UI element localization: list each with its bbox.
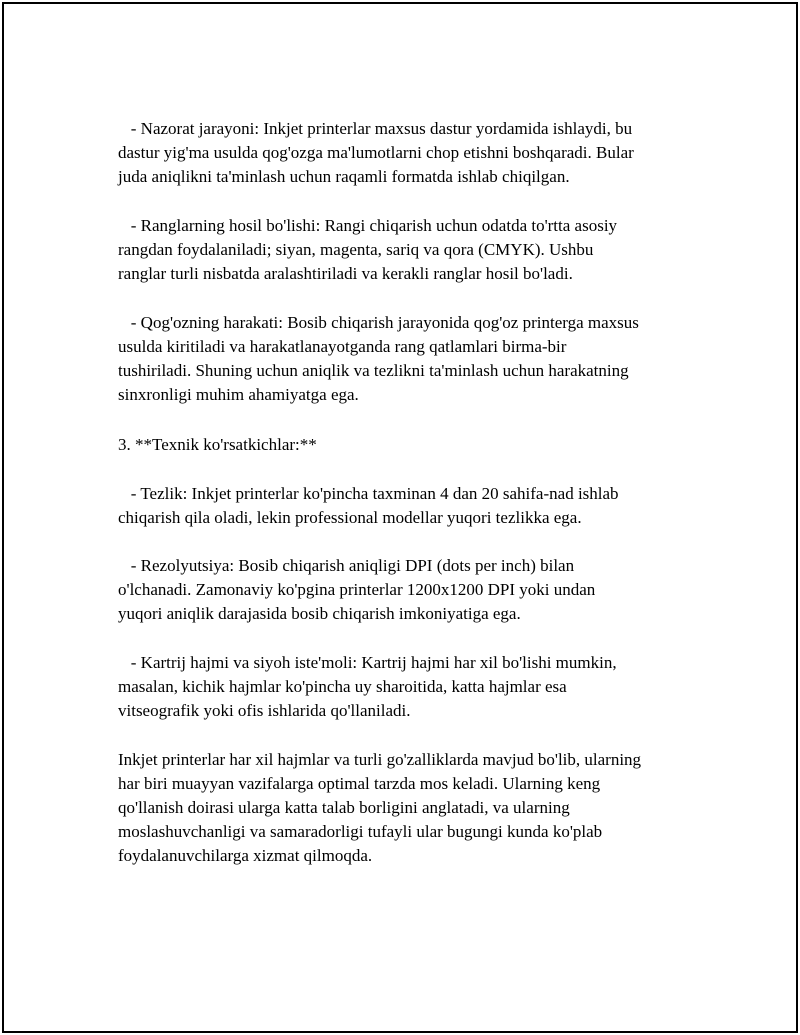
text-line: - Qog'ozning harakati: Bosib chiqarish jarayonida qog'oz printerga maxsus	[118, 313, 639, 332]
text-line: sinxronligi muhim ahamiyatga ega.	[118, 385, 359, 404]
paragraph-nazorat-jarayoni	[118, 117, 698, 189]
text-line: juda aniqlikni ta'minlash uchun raqamli formatda ishlab chiqilgan.	[118, 167, 570, 186]
paragraph-qogozning-harakati	[118, 311, 698, 407]
text-line: qo'llanish doirasi ularga katta talab borligini anglatadi, va ularning	[118, 798, 570, 817]
text-line: yuqori aniqlik darajasida bosib chiqarish imkoniyatiga ega.	[118, 604, 521, 623]
text-line: foydalanuvchilarga xizmat qilmoqda.	[118, 846, 373, 865]
section-heading-texnik-korsatkichlar	[118, 433, 698, 457]
paragraph-ranglarning-hosil-bolishi	[118, 214, 698, 286]
text-line: ranglar turli nisbatda aralashtiriladi va kerakli ranglar hosil bo'ladi.	[118, 264, 573, 283]
text-line: - Rezolyutsiya: Bosib chiqarish aniqligi DPI (dots per inch) bilan	[118, 556, 575, 575]
paragraph-tezlik	[118, 482, 698, 530]
text-line: 3. **Texnik ko'rsatkichlar:**	[118, 435, 317, 454]
text-line: - Kartrij hajmi va siyoh iste'moli: Kartrij hajmi har xil bo'lishi mumkin,	[118, 653, 617, 672]
text-line: o'lchanadi. Zamonaviy ko'pgina printerlar 1200x1200 DPI yoki undan	[118, 580, 596, 599]
text-line: vitseografik yoki ofis ishlarida qo'llaniladi.	[118, 701, 411, 720]
text-line: masalan, kichik hajmlar ko'pincha uy sharoitida, katta hajmlar esa	[118, 677, 567, 696]
text-line: rangdan foydalaniladi; siyan, magenta, sariq va qora (CMYK). Ushbu	[118, 240, 594, 259]
text-line: usulda kiritiladi va harakatlanayotganda rang qatlamlari birma-bir	[118, 337, 567, 356]
text-line: - Tezlik: Inkjet printerlar ko'pincha taxminan 4 dan 20 sahifa-nad ishlab	[118, 484, 619, 503]
text-line: Inkjet printerlar har xil hajmlar va turli go'zalliklarda mavjud bo'lib, ularning	[118, 750, 642, 769]
paragraph-rezolyutsiya	[118, 554, 698, 626]
text-line: - Nazorat jarayoni: Inkjet printerlar maxsus dastur yordamida ishlaydi, bu	[118, 119, 633, 138]
text-line: tushiriladi. Shuning uchun aniqlik va tezlikni ta'minlash uchun harakatning	[118, 361, 629, 380]
text-line: moslashuvchanligi va samaradorligi tufayli ular bugungi kunda ko'plab	[118, 822, 603, 841]
paragraph-kartrij-hajmi	[118, 651, 698, 723]
text-line: chiqarish qila oladi, lekin professional modellar yuqori tezlikka ega.	[118, 508, 582, 527]
text-line: har biri muayyan vazifalarga optimal tarzda mos keladi. Ularning keng	[118, 774, 601, 793]
text-line: dastur yig'ma usulda qog'ozga ma'lumotlarni chop etishni boshqaradi. Bular	[118, 143, 634, 162]
paragraph-conclusion	[118, 748, 698, 868]
text-line: - Ranglarning hosil bo'lishi: Rangi chiqarish uchun odatda to'rtta asosiy	[118, 216, 618, 235]
